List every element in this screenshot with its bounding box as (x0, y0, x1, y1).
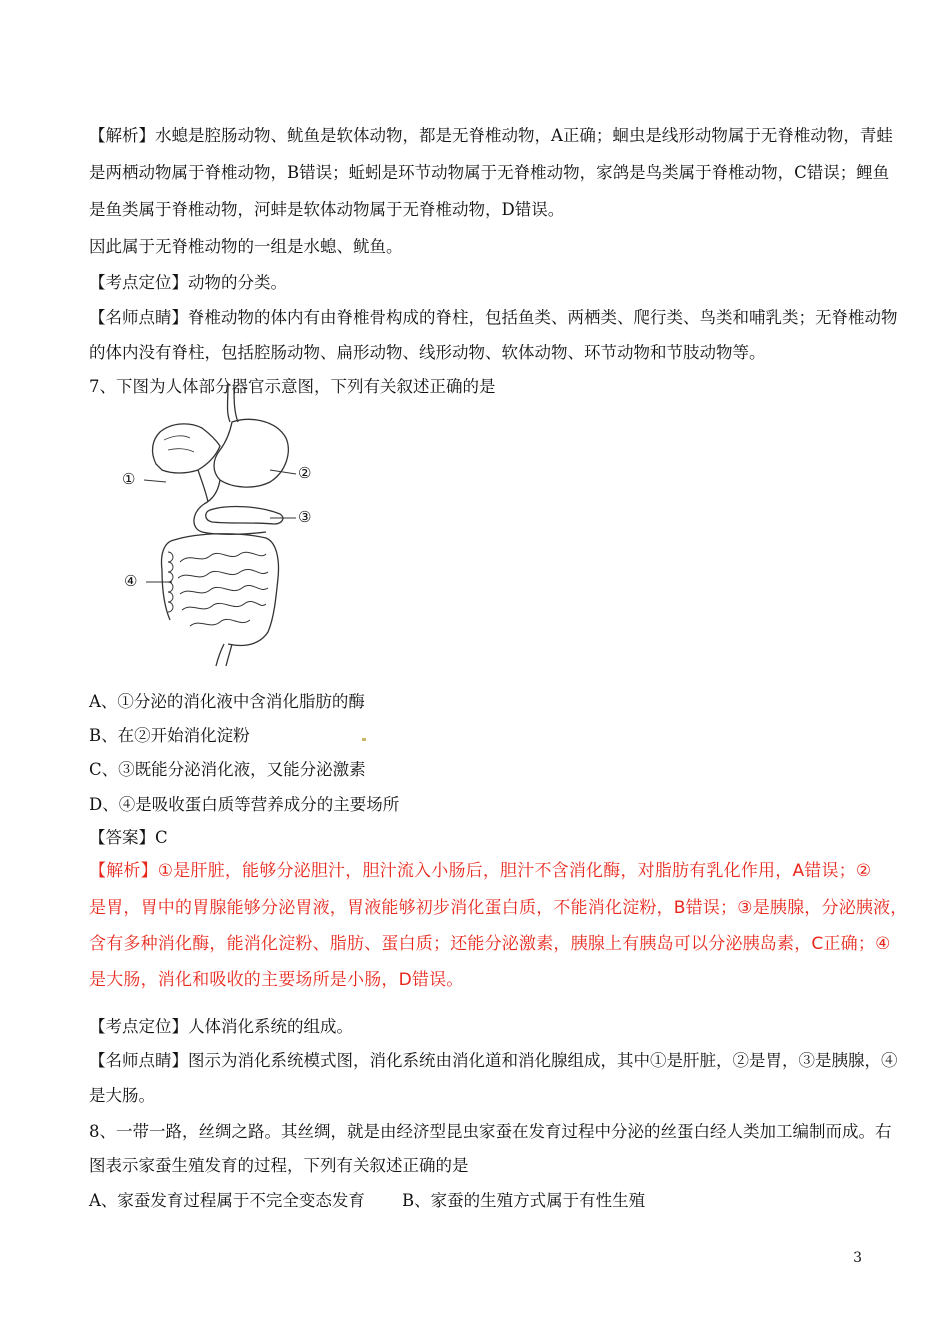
analysis-line-3: 是鱼类属于脊椎动物，河蚌是软体动物属于无脊椎动物，D错误。 (89, 200, 565, 219)
label-4: ④ (124, 572, 138, 590)
knowledge-point: 【考点定位】动物的分类。 (89, 273, 287, 292)
teacher-note-2-line-1: 【名师点睛】图示为消化系统模式图，消化系统由消化道和消化腺组成，其中①是肝脏，②是胃，③是胰腺，④ (89, 1051, 898, 1070)
answer: 【答案】C (89, 828, 168, 847)
page-number: 3 (853, 1250, 862, 1266)
teacher-note-line-2: 的体内没有脊柱，包括腔肠动物、扁形动物、线形动物、软体动物、环节动物和节肢动物等。 (89, 343, 766, 362)
label-3: ③ (298, 508, 312, 526)
red-analysis-line-4: 是大肠，消化和吸收的主要场所是小肠，D错误。 (89, 970, 464, 990)
option-a: A、①分泌的消化液中含消化脂肪的酶 (89, 692, 365, 711)
question-7: 7、下图为人体部分器官示意图，下列有关叙述正确的是 (89, 377, 496, 396)
label-1: ① (122, 470, 136, 488)
red-analysis-line-1: 【解析】①是肝脏，能够分泌胆汁，胆汁流入小肠后，胆汁不含消化酶，对脂肪有乳化作用，A错误；② (89, 861, 872, 881)
teacher-note-2-line-2: 是大肠。 (89, 1086, 155, 1105)
question-8-line-2: 图表示家蚕生殖发育的过程，下列有关叙述正确的是 (89, 1156, 469, 1175)
knowledge-point-2: 【考点定位】人体消化系统的组成。 (89, 1017, 353, 1036)
digestive-system-figure (120, 382, 320, 667)
red-analysis-line-2: 是胃，胃中的胃腺能够分泌胃液，胃液能够初步消化蛋白质，不能消化淀粉，B错误；③是胰腺，分泌胰液， (89, 898, 908, 918)
label-2: ② (298, 464, 312, 482)
question-8-line-1: 8、一带一路，丝绸之路。其丝绸，就是由经济型昆虫家蚕在发育过程中分泌的丝蛋白经人类加工编制而成。右 (89, 1122, 892, 1141)
q8-option-a: A、家蚕发育过程属于不完全变态发育 (89, 1191, 365, 1210)
conclusion-line: 因此属于无脊椎动物的一组是水螅、鱿鱼。 (89, 237, 403, 256)
q8-option-b: B、家蚕的生殖方式属于有性生殖 (402, 1191, 646, 1210)
option-b: B、在②开始消化淀粉 (89, 726, 250, 745)
analysis-line-1: 【解析】水螅是腔肠动物、鱿鱼是软体动物，都是无脊椎动物，A正确；蛔虫是线形动物属于无脊椎动物，青蛙 (89, 126, 893, 145)
red-analysis-line-3: 含有多种消化酶，能消化淀粉、脂肪、蛋白质；还能分泌激素，胰腺上有胰岛可以分泌胰岛素，C正确；④ (89, 934, 891, 954)
option-d: D、④是吸收蛋白质等营养成分的主要场所 (89, 795, 400, 814)
stray-mark (362, 738, 366, 741)
option-c: C、③既能分泌消化液，又能分泌激素 (89, 760, 366, 779)
analysis-line-2: 是两栖动物属于脊椎动物，B错误；蚯蚓是环节动物属于无脊椎动物，家鸽是鸟类属于脊椎动物，C错误；鲤鱼 (89, 163, 890, 182)
teacher-note-line-1: 【名师点睛】脊椎动物的体内有由脊椎骨构成的脊柱，包括鱼类、两栖类、爬行类、鸟类和哺乳类；无脊椎动物 (89, 308, 898, 327)
